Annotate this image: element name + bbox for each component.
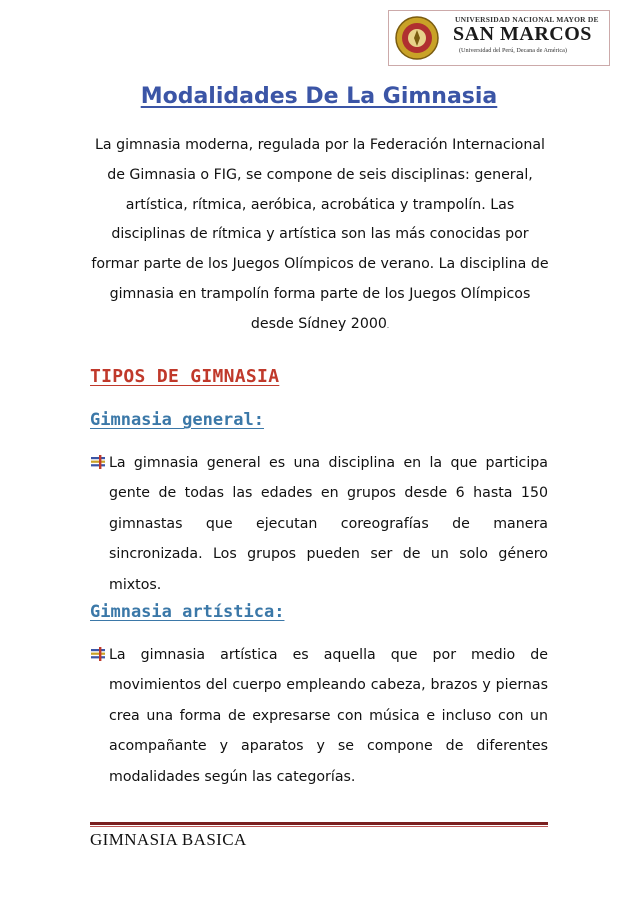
- footer-text: GIMNASIA BASICA: [90, 830, 247, 849]
- logo-university-line: UNIVERSIDAD NACIONAL MAYOR DE: [455, 15, 599, 24]
- logo-name: SAN MARCOS: [453, 23, 592, 45]
- university-logo: [388, 10, 610, 66]
- intro-paragraph: [90, 131, 550, 342]
- logo-tagline: (Universidad del Perú, Decana de América): [459, 47, 567, 54]
- section-heading: TIPOS DE GIMNASIA: [90, 366, 280, 387]
- intro-period: .: [386, 321, 390, 330]
- heading-gimnasia-artistica: Gimnasia artística:: [90, 602, 285, 622]
- list-item-artistica: [90, 640, 548, 792]
- university-emblem-icon: [395, 16, 439, 60]
- footer-rule: [90, 822, 548, 825]
- bullet-bars-icon: [90, 454, 106, 470]
- heading-gimnasia-general: Gimnasia general:: [90, 410, 264, 430]
- intro-text: La gimnasia moderna, regulada por la Federación Internacional de Gimnasia o FIG, se compone de seis disciplinas: general, artística, rítmica, aeróbica, acrobática y trampolín. Las disciplinas de rítmica y artística son las más conocidas por formar parte de los Juegos Olímpicos de verano. La disciplina de gimnasia en trampolín forma parte de los Juegos Olímpicos desde Sídney 2000: [91, 137, 549, 332]
- footer-rule-thin: [90, 826, 548, 827]
- artistica-description: La gimnasia artística es aquella que por medio de movimientos del cuerpo empleando cabeza, brazos y piernas crea una forma de expresarse con música e incluso con un acompañante y aparatos y se compone de diferentes modalidades según las categorías.: [109, 647, 548, 785]
- bullet-bars-icon: [90, 646, 106, 662]
- general-description: La gimnasia general es una disciplina en la que participa gente de todas las edades en grupos desde 6 hasta 150 gimnastas que ejecutan coreografías de manera sincronizada. Los grupos pueden ser de un solo género mixtos.: [109, 455, 548, 593]
- page-title: Modalidades De La Gimnasia: [140, 84, 498, 109]
- list-item-general: [90, 448, 548, 600]
